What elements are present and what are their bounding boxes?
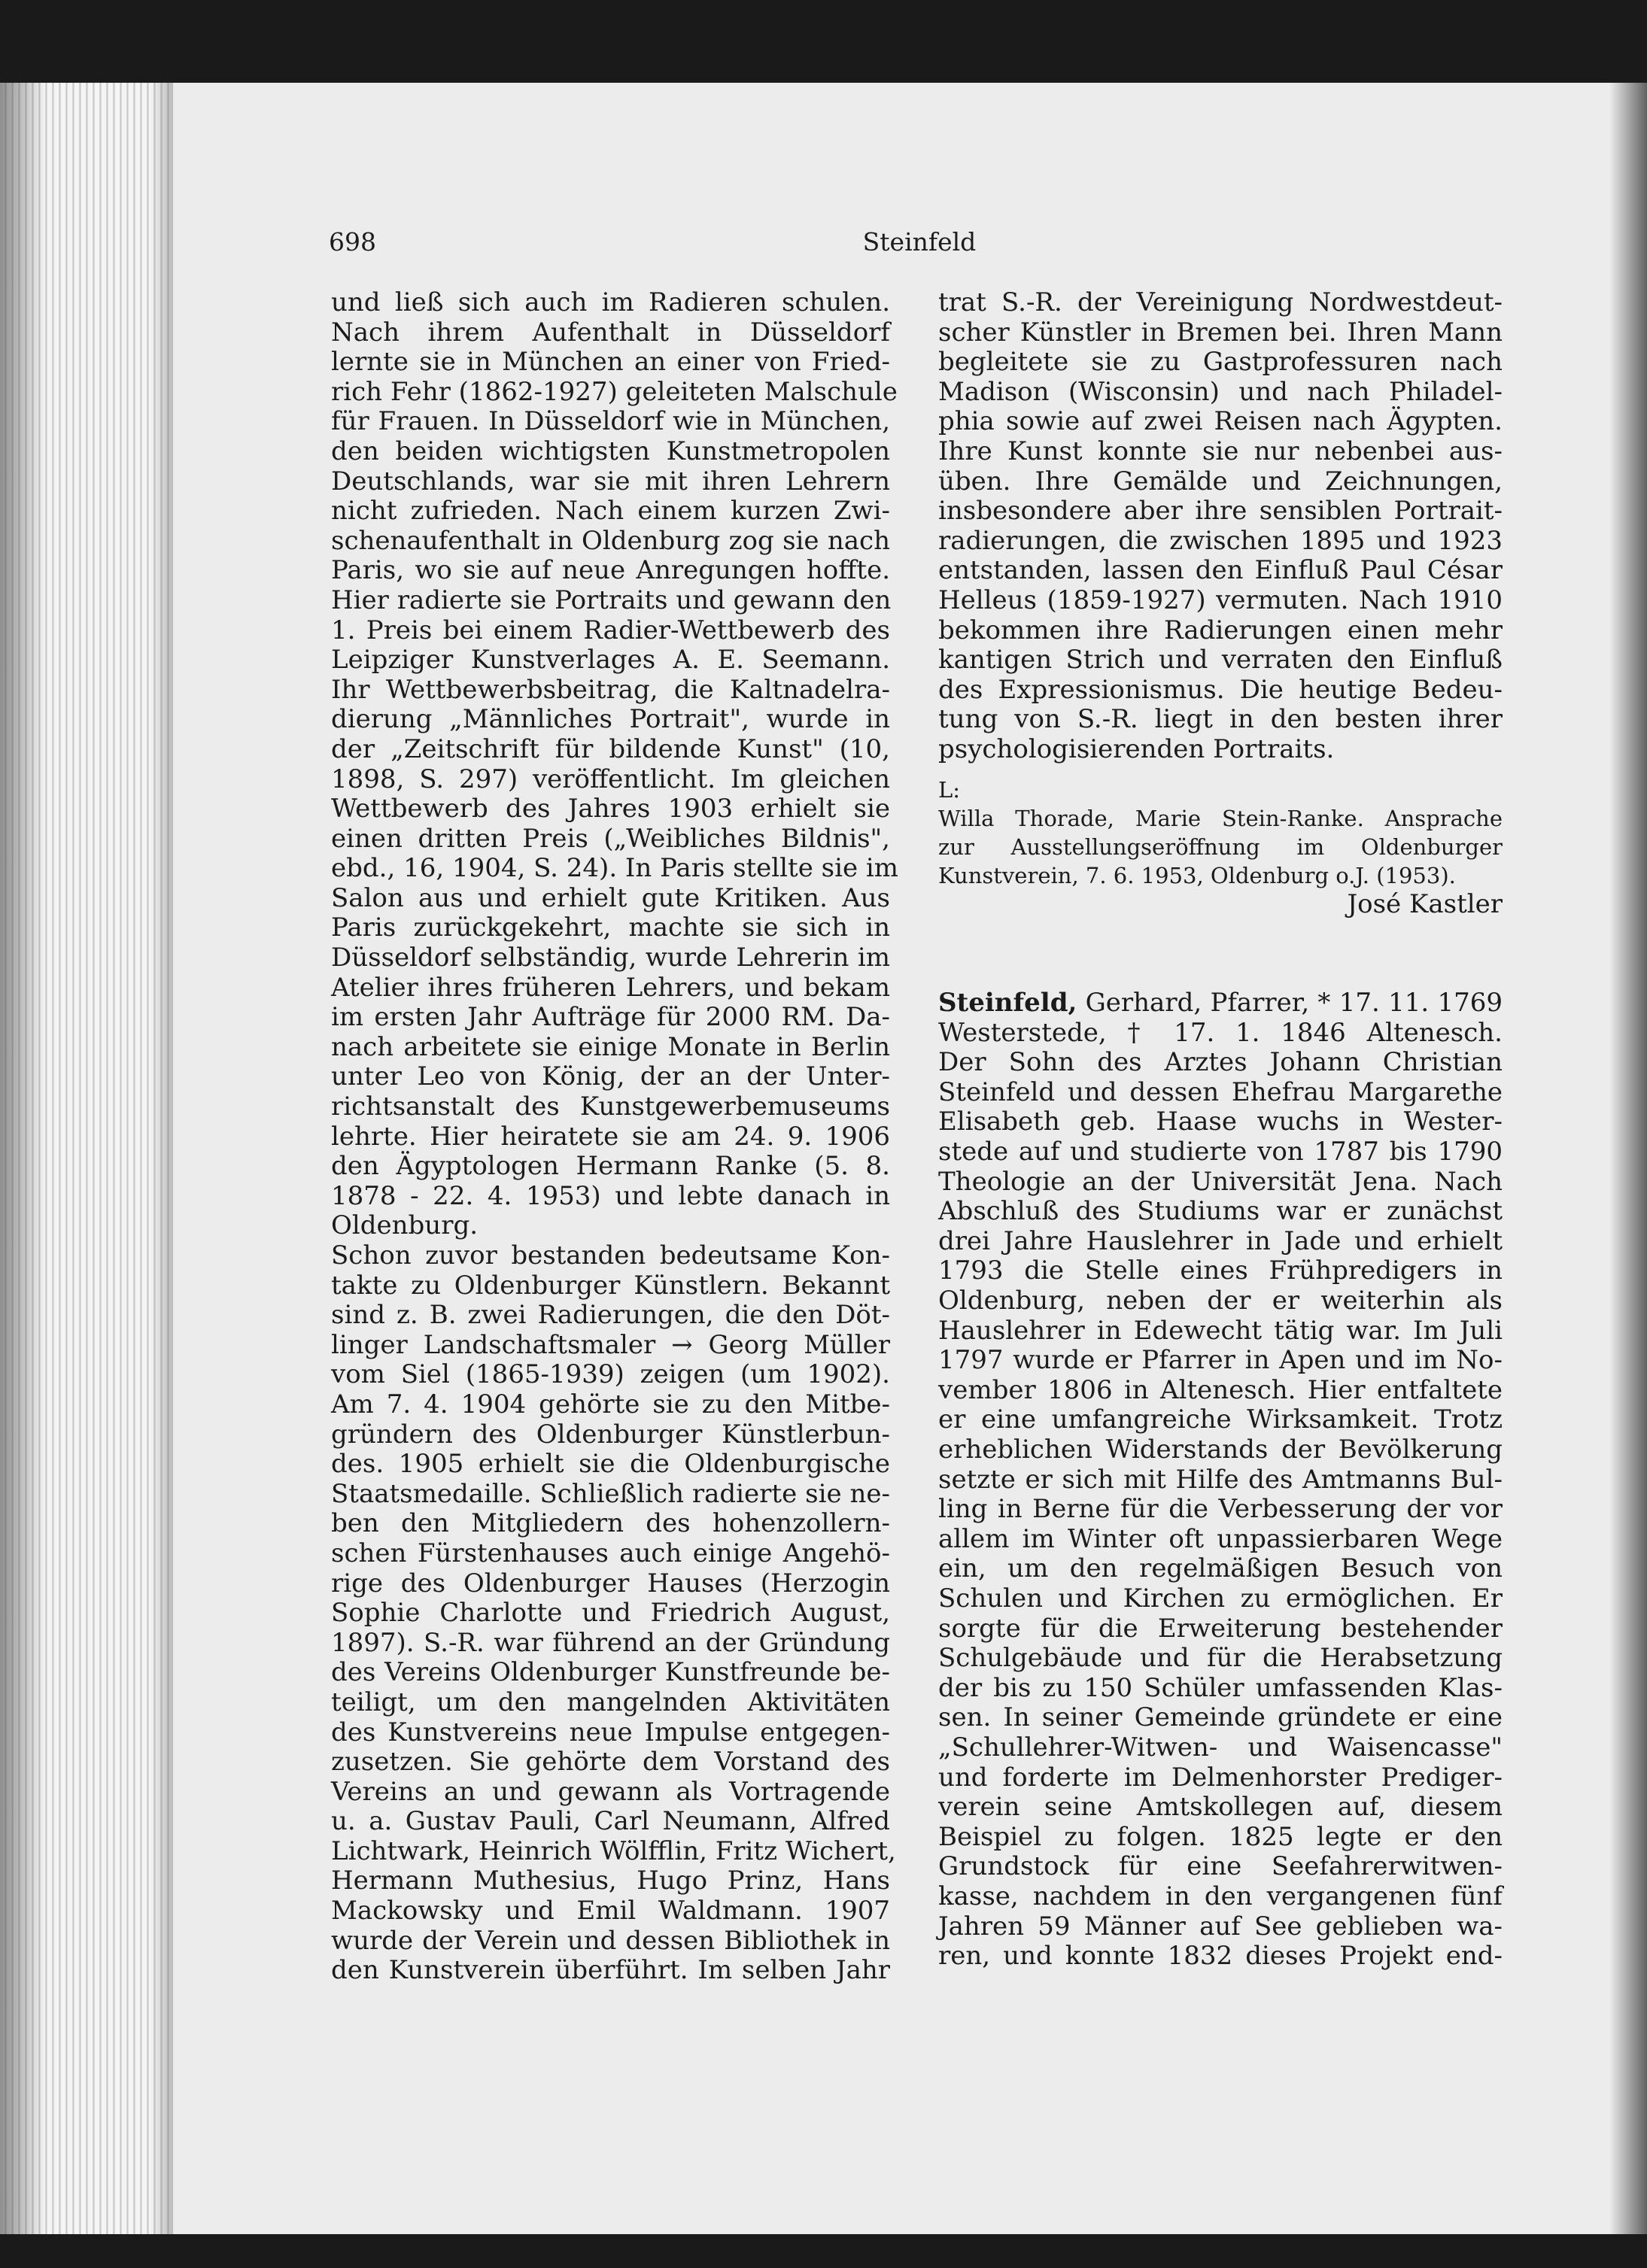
- text-line: rige des Oldenburger Hauses (Herzogin: [331, 1568, 890, 1599]
- text-line: richtsanstalt des Kunstgewerbemuseums: [331, 1091, 890, 1122]
- text-line: Sophie Charlotte und Friedrich August,: [331, 1598, 890, 1629]
- text-line: kantigen Strich und verraten den Einfluß: [938, 645, 1503, 676]
- text-line: des Expressionismus. Die heutige Bedeu-: [938, 674, 1503, 705]
- text-line: bekommen ihre Radierungen einen mehr: [938, 615, 1503, 645]
- text-line: rich Fehr (1862-1927) geleiteten Malschule: [331, 376, 898, 407]
- text-line: psychologisierenden Portraits.: [938, 733, 1335, 764]
- text-line: 1898, S. 297) veröffentlicht. Im gleichen: [331, 764, 890, 794]
- text-line: u. a. Gustav Pauli, Carl Neumann, Alfred: [331, 1806, 890, 1837]
- entry-body: [938, 1019, 1503, 1972]
- text-line: Westerstede, † 17. 1. 1846 Altenesch.: [938, 1017, 1503, 1048]
- text-line: des Kunstvereins neue Impulse entgegen-: [331, 1717, 890, 1747]
- text-line: teiligt, um den mangelnden Aktivitäten: [331, 1687, 890, 1717]
- text-line: Oldenburg, neben der er weiterhin als: [938, 1286, 1503, 1316]
- text-line: 1897). S.-R. war führend an der Gründung: [331, 1627, 890, 1658]
- page-edges-shadow: [0, 83, 173, 2234]
- text-line: nicht zufrieden. Nach einem kurzen Zwi-: [331, 496, 890, 527]
- text-line: kasse, nachdem in den vergangenen fünf: [938, 1881, 1503, 1911]
- text-line: Leipziger Kunstverlages A. E. Seemann.: [331, 645, 890, 676]
- text-line: Theologie an der Universität Jena. Nach: [938, 1166, 1503, 1197]
- text-line: allem im Winter oft unpassierbaren Wege: [938, 1523, 1503, 1554]
- text-line: einen dritten Preis („Weibliches Bildnis",: [331, 823, 890, 854]
- entry-author: José Kastler: [1347, 888, 1503, 919]
- text-line: Schon zuvor bestanden bedeutsame Kon-: [331, 1240, 890, 1271]
- text-line: ben den Mitgliedern des hohenzollern-: [331, 1508, 890, 1539]
- text-line: den Kunstverein überführt. Im selben Jahr: [331, 1955, 890, 1986]
- text-line: Atelier ihres früheren Lehrers, und bekam: [331, 972, 890, 1003]
- text-line: den Ägyptologen Hermann Ranke (5. 8.: [331, 1151, 890, 1182]
- text-line: Madison (Wisconsin) und nach Philadel-: [938, 376, 1503, 407]
- text-line: verein seine Amtskollegen auf, diesem: [938, 1792, 1503, 1823]
- text-line: schenaufenthalt in Oldenburg zog sie nach: [331, 525, 890, 556]
- text-line: Schulen und Kirchen zu ermöglichen. Er: [938, 1583, 1503, 1614]
- text-line: Vereins an und gewann als Vortragende: [331, 1776, 890, 1807]
- text-line: Steinfeld und dessen Ehefrau Margarethe: [938, 1076, 1503, 1107]
- text-line: nach arbeitete sie einige Monate in Berlin: [331, 1031, 890, 1062]
- text-line: zur Ausstellungseröffnung im Oldenburger: [938, 833, 1503, 860]
- text-line: der „Zeitschrift für bildende Kunst" (10,: [331, 733, 890, 764]
- text-line: Grundstock für eine Seefahrerwitwen-: [938, 1851, 1503, 1882]
- literature-label: L:: [938, 776, 961, 803]
- text-line: erheblichen Widerstands der Bevölkerung: [938, 1435, 1503, 1465]
- right-column: [938, 288, 1503, 1972]
- text-line: Ihre Kunst konnte sie nur nebenbei aus-: [938, 436, 1503, 466]
- text-line: Kunstverein, 7. 6. 1953, Oldenburg o.J. (1953).: [938, 862, 1456, 888]
- text-line: lernte sie in München an einer von Fried-: [331, 347, 890, 378]
- text-line: linger Landschaftsmaler → Georg Müller: [331, 1329, 890, 1360]
- text-line: entstanden, lassen den Einfluß Paul César: [938, 555, 1503, 586]
- text-line: ren, und konnte 1832 dieses Projekt end-: [938, 1941, 1503, 1972]
- text-line: tung von S.-R. liegt in den besten ihrer: [938, 704, 1503, 735]
- text-line: Elisabeth geb. Haase wuchs in Wester-: [938, 1107, 1503, 1137]
- text-line: ebd., 16, 1904, S. 24). In Paris stellte sie im: [331, 853, 899, 884]
- text-line: Ihr Wettbewerbsbeitrag, die Kaltnadelra-: [331, 674, 890, 705]
- text-line: Helleus (1859-1927) vermuten. Nach 1910: [938, 584, 1503, 615]
- text-line: 1797 wurde er Pfarrer in Apen und im No-: [938, 1345, 1503, 1376]
- text-line: Schulgebäude und für die Herabsetzung: [938, 1643, 1503, 1674]
- text-line: des. 1905 erhielt sie die Oldenburgische: [331, 1449, 890, 1480]
- text-line: Jahren 59 Männer auf See geblieben wa-: [938, 1911, 1503, 1942]
- text-line: Wettbewerb des Jahres 1903 erhielt sie: [331, 794, 890, 824]
- text-line: Staatsmedaille. Schließlich radierte sie ne-: [331, 1478, 890, 1509]
- text-line: vom Siel (1865-1939) zeigen (um 1902).: [331, 1359, 890, 1390]
- text-line: den beiden wichtigsten Kunstmetropolen: [331, 436, 890, 466]
- text-line: begleitete sie zu Gastprofessuren nach: [938, 347, 1503, 378]
- text-line: stede auf und studierte von 1787 bis 1790: [938, 1137, 1503, 1167]
- text-line: 1878 - 22. 4. 1953) und lebte danach in: [331, 1180, 890, 1211]
- running-header: [329, 227, 1510, 265]
- entry-first-line: [938, 988, 1503, 1019]
- entry-headword: Steinfeld,: [938, 988, 1077, 1019]
- text-line: und forderte im Delmenhorster Prediger-: [938, 1762, 1503, 1793]
- text-line: Willa Thorade, Marie Stein-Ranke. Ansprache: [938, 805, 1503, 831]
- text-line: er eine umfangreiche Wirksamkeit. Trotz: [938, 1404, 1503, 1435]
- previous-entry-continuation: [938, 288, 1503, 765]
- text-line: der bis zu 150 Schüler umfassenden Klas-: [938, 1672, 1503, 1703]
- text-line: Düsseldorf selbständig, wurde Lehrerin im: [331, 943, 890, 973]
- text-line: gründern des Oldenburger Künstlerbun-: [331, 1419, 890, 1450]
- text-line: Hier radierte sie Portraits und gewann den: [331, 584, 892, 615]
- text-line: ling in Berne für die Verbesserung der vor: [938, 1494, 1503, 1525]
- text-line: scher Künstler in Bremen bei. Ihren Mann: [938, 317, 1503, 348]
- text-line: vember 1806 in Altenesch. Hier entfaltete: [938, 1374, 1503, 1405]
- text-line: Lichtwark, Heinrich Wölfflin, Fritz Wichert,: [331, 1835, 896, 1866]
- text-line: des Vereins Oldenburger Kunstfreunde be-: [331, 1657, 890, 1688]
- text-line: lehrte. Hier heiratete sie am 24. 9. 1906: [331, 1121, 890, 1152]
- text-line: 1. Preis bei einem Radier-Wettbewerb des: [331, 615, 890, 645]
- text-line: Deutschlands, war sie mit ihren Lehrern: [331, 466, 890, 496]
- text-line: takte zu Oldenburger Künstlern. Bekannt: [331, 1270, 890, 1301]
- text-line: Beispiel zu folgen. 1825 legte er den: [938, 1821, 1503, 1852]
- text-line: phia sowie auf zwei Reisen nach Ägypten.: [938, 406, 1503, 437]
- text-line: wurde der Verein und dessen Bibliothek in: [331, 1925, 890, 1956]
- text-line: üben. Ihre Gemälde und Zeichnungen,: [938, 466, 1503, 496]
- text-line: Oldenburg.: [331, 1210, 479, 1241]
- text-line: ein, um den regelmäßigen Besuch von: [938, 1553, 1503, 1584]
- text-line: Hauslehrer in Edewecht tätig war. Im Juli: [938, 1315, 1503, 1346]
- page-number: 698: [329, 227, 376, 257]
- text-line: dierung „Männliches Portrait", wurde in: [331, 704, 890, 735]
- left-column: [331, 287, 899, 1986]
- text-line: „Schullehrer-Witwen- und Waisencasse": [938, 1732, 1503, 1762]
- text-line: zusetzen. Sie gehörte dem Vorstand des: [331, 1747, 890, 1778]
- text-line: sen. In seiner Gemeinde gründete er eine: [938, 1702, 1503, 1733]
- text-line: drei Jahre Hauslehrer in Jade und erhielt: [938, 1225, 1503, 1256]
- text-line: Salon aus und erhielt gute Kritiken. Aus: [331, 882, 890, 913]
- text-line: Abschluß des Studiums war er zunächst: [938, 1196, 1503, 1227]
- text-line: 1793 die Stelle eines Frühpredigers in: [938, 1255, 1503, 1286]
- text-line: unter Leo von König, der an der Unter-: [331, 1061, 890, 1092]
- text-line: sind z. B. zwei Radierungen, die den Döt-: [331, 1300, 890, 1331]
- text-line: Hermann Muthesius, Hugo Prinz, Hans: [331, 1866, 890, 1896]
- text-line: Nach ihrem Aufenthalt in Düsseldorf: [331, 317, 890, 348]
- entry-first-line-text: Gerhard, Pfarrer, * 17. 11. 1769: [1077, 988, 1503, 1019]
- text-line: Paris zurückgekehrt, machte sie sich in: [331, 912, 890, 943]
- text-line: für Frauen. In Düsseldorf wie in München,: [331, 406, 890, 437]
- text-line: radierungen, die zwischen 1895 und 1923: [938, 525, 1503, 556]
- text-line: und ließ sich auch im Radieren schulen.: [331, 287, 890, 317]
- text-line: schen Fürstenhauses auch einige Angehö-: [331, 1538, 890, 1568]
- literature-list: [938, 804, 1503, 890]
- page-right-shadow: [1609, 83, 1647, 2234]
- text-line: sorgte für die Erweiterung bestehender: [938, 1613, 1503, 1644]
- text-line: trat S.-R. der Vereinigung Nordwestdeut-: [938, 287, 1503, 317]
- text-line: Der Sohn des Arztes Johann Christian: [938, 1047, 1503, 1078]
- text-line: Am 7. 4. 1904 gehörte sie zu den Mitbe-: [331, 1389, 890, 1419]
- text-line: insbesondere aber ihre sensiblen Portrait-: [938, 496, 1503, 527]
- text-line: im ersten Jahr Aufträge für 2000 RM. Da-: [331, 1002, 890, 1033]
- text-line: setzte er sich mit Hilfe des Amtmanns Bul-: [938, 1464, 1503, 1495]
- text-line: Paris, wo sie auf neue Anregungen hoffte.: [331, 555, 890, 586]
- text-line: Mackowsky und Emil Waldmann. 1907: [331, 1896, 890, 1926]
- running-title: Steinfeld: [862, 227, 977, 257]
